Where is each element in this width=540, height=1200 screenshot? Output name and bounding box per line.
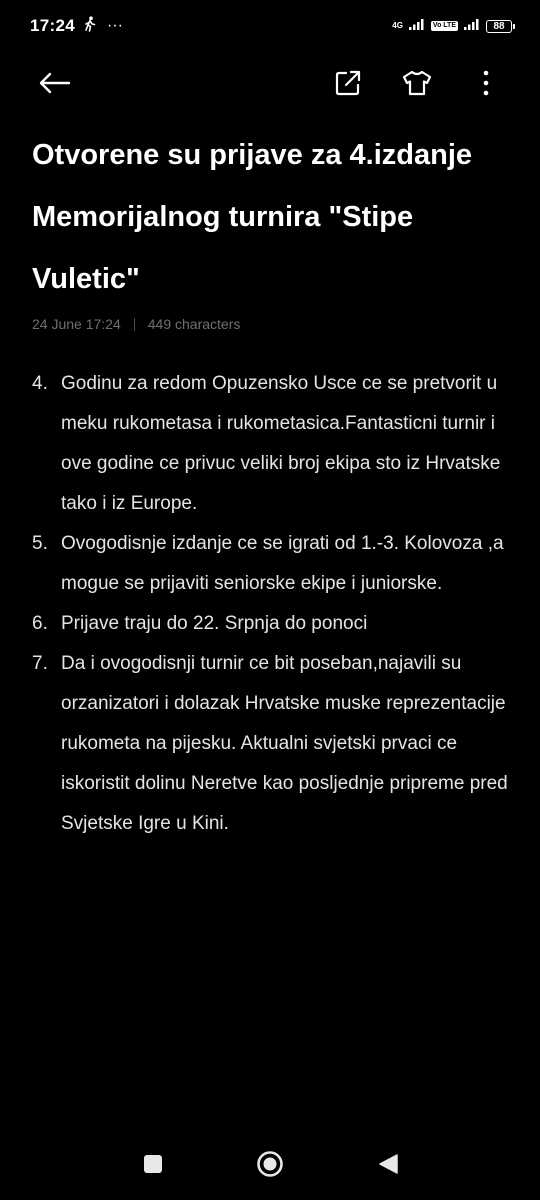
- back-button[interactable]: [32, 62, 76, 108]
- status-bar: [0, 0, 540, 52]
- export-button[interactable]: [326, 62, 370, 108]
- list-item-text: Godinu za redom Opuzensko Usce ce se pretvorit u meku rukometasa i rukometasica.Fantasticni turnir i ove godine ce privuc veliki broj ekipa sto iz Hrvatske tako i iz Europe.: [61, 373, 501, 514]
- note-date: 24 June 17:24: [32, 316, 121, 332]
- recents-button[interactable]: [131, 1144, 175, 1188]
- meta-divider: [134, 318, 135, 331]
- status-left: [30, 16, 123, 37]
- home-button[interactable]: [248, 1144, 292, 1188]
- battery-icon: 88: [486, 20, 512, 33]
- overflow-dots-icon: ···: [106, 17, 123, 34]
- note-title[interactable]: Otvorene su prijave za 4.izdanje Memorijalnog turnira "Stipe Vuletic": [32, 139, 472, 295]
- circle-home-icon: [256, 1150, 284, 1183]
- volte-badge: Vo LTE: [432, 22, 456, 29]
- more-vertical-icon: [482, 70, 490, 101]
- more-options-button[interactable]: [464, 62, 508, 108]
- theme-button[interactable]: [395, 62, 439, 108]
- list-item-number: 4.: [32, 373, 48, 394]
- list-item: [32, 524, 508, 604]
- signal-icon-2: [464, 17, 480, 35]
- tshirt-icon: [402, 69, 432, 102]
- list-item-number: 6.: [32, 613, 48, 634]
- note-meta: [32, 316, 240, 332]
- note-body[interactable]: [32, 364, 508, 844]
- list-item-number: 7.: [32, 653, 48, 674]
- list-item: [32, 644, 508, 844]
- status-right: [392, 17, 512, 35]
- triangle-back-icon: [377, 1153, 399, 1180]
- note-toolbar: [0, 62, 540, 108]
- note-char-count: 449 characters: [147, 316, 241, 332]
- status-time: 17:24: [30, 16, 75, 35]
- system-back-button[interactable]: [366, 1144, 410, 1188]
- arrow-left-icon: [37, 71, 71, 100]
- list-item-number: 5.: [32, 533, 48, 554]
- list-item-text: Da i ovogodisnji turnir ce bit poseban,najavili su orzanizatori i dolazak Hrvatske muske reprezentacije rukometa na pijesku. Aktualni svjetski prvaci ce iskoristit dolinu Neretve kao posljednje pripreme pred Svjetske Igre u Kini.: [61, 653, 508, 834]
- system-nav-bar: [0, 1132, 540, 1200]
- signal-icon: [409, 17, 425, 35]
- list-item: [32, 364, 508, 524]
- share-external-icon: [334, 69, 362, 102]
- list-item-text: Prijave traju do 22. Srpnja do ponoci: [61, 613, 368, 634]
- network-type-label: 4G: [392, 21, 403, 30]
- walking-person-icon: [83, 16, 97, 37]
- square-recents-icon: [143, 1154, 163, 1179]
- list-item-text: Ovogodisnje izdanje ce se igrati od 1.-3. Kolovoza ,a mogue se prijaviti seniorske ekipe i juniorske.: [61, 533, 504, 594]
- list-item: [32, 604, 508, 644]
